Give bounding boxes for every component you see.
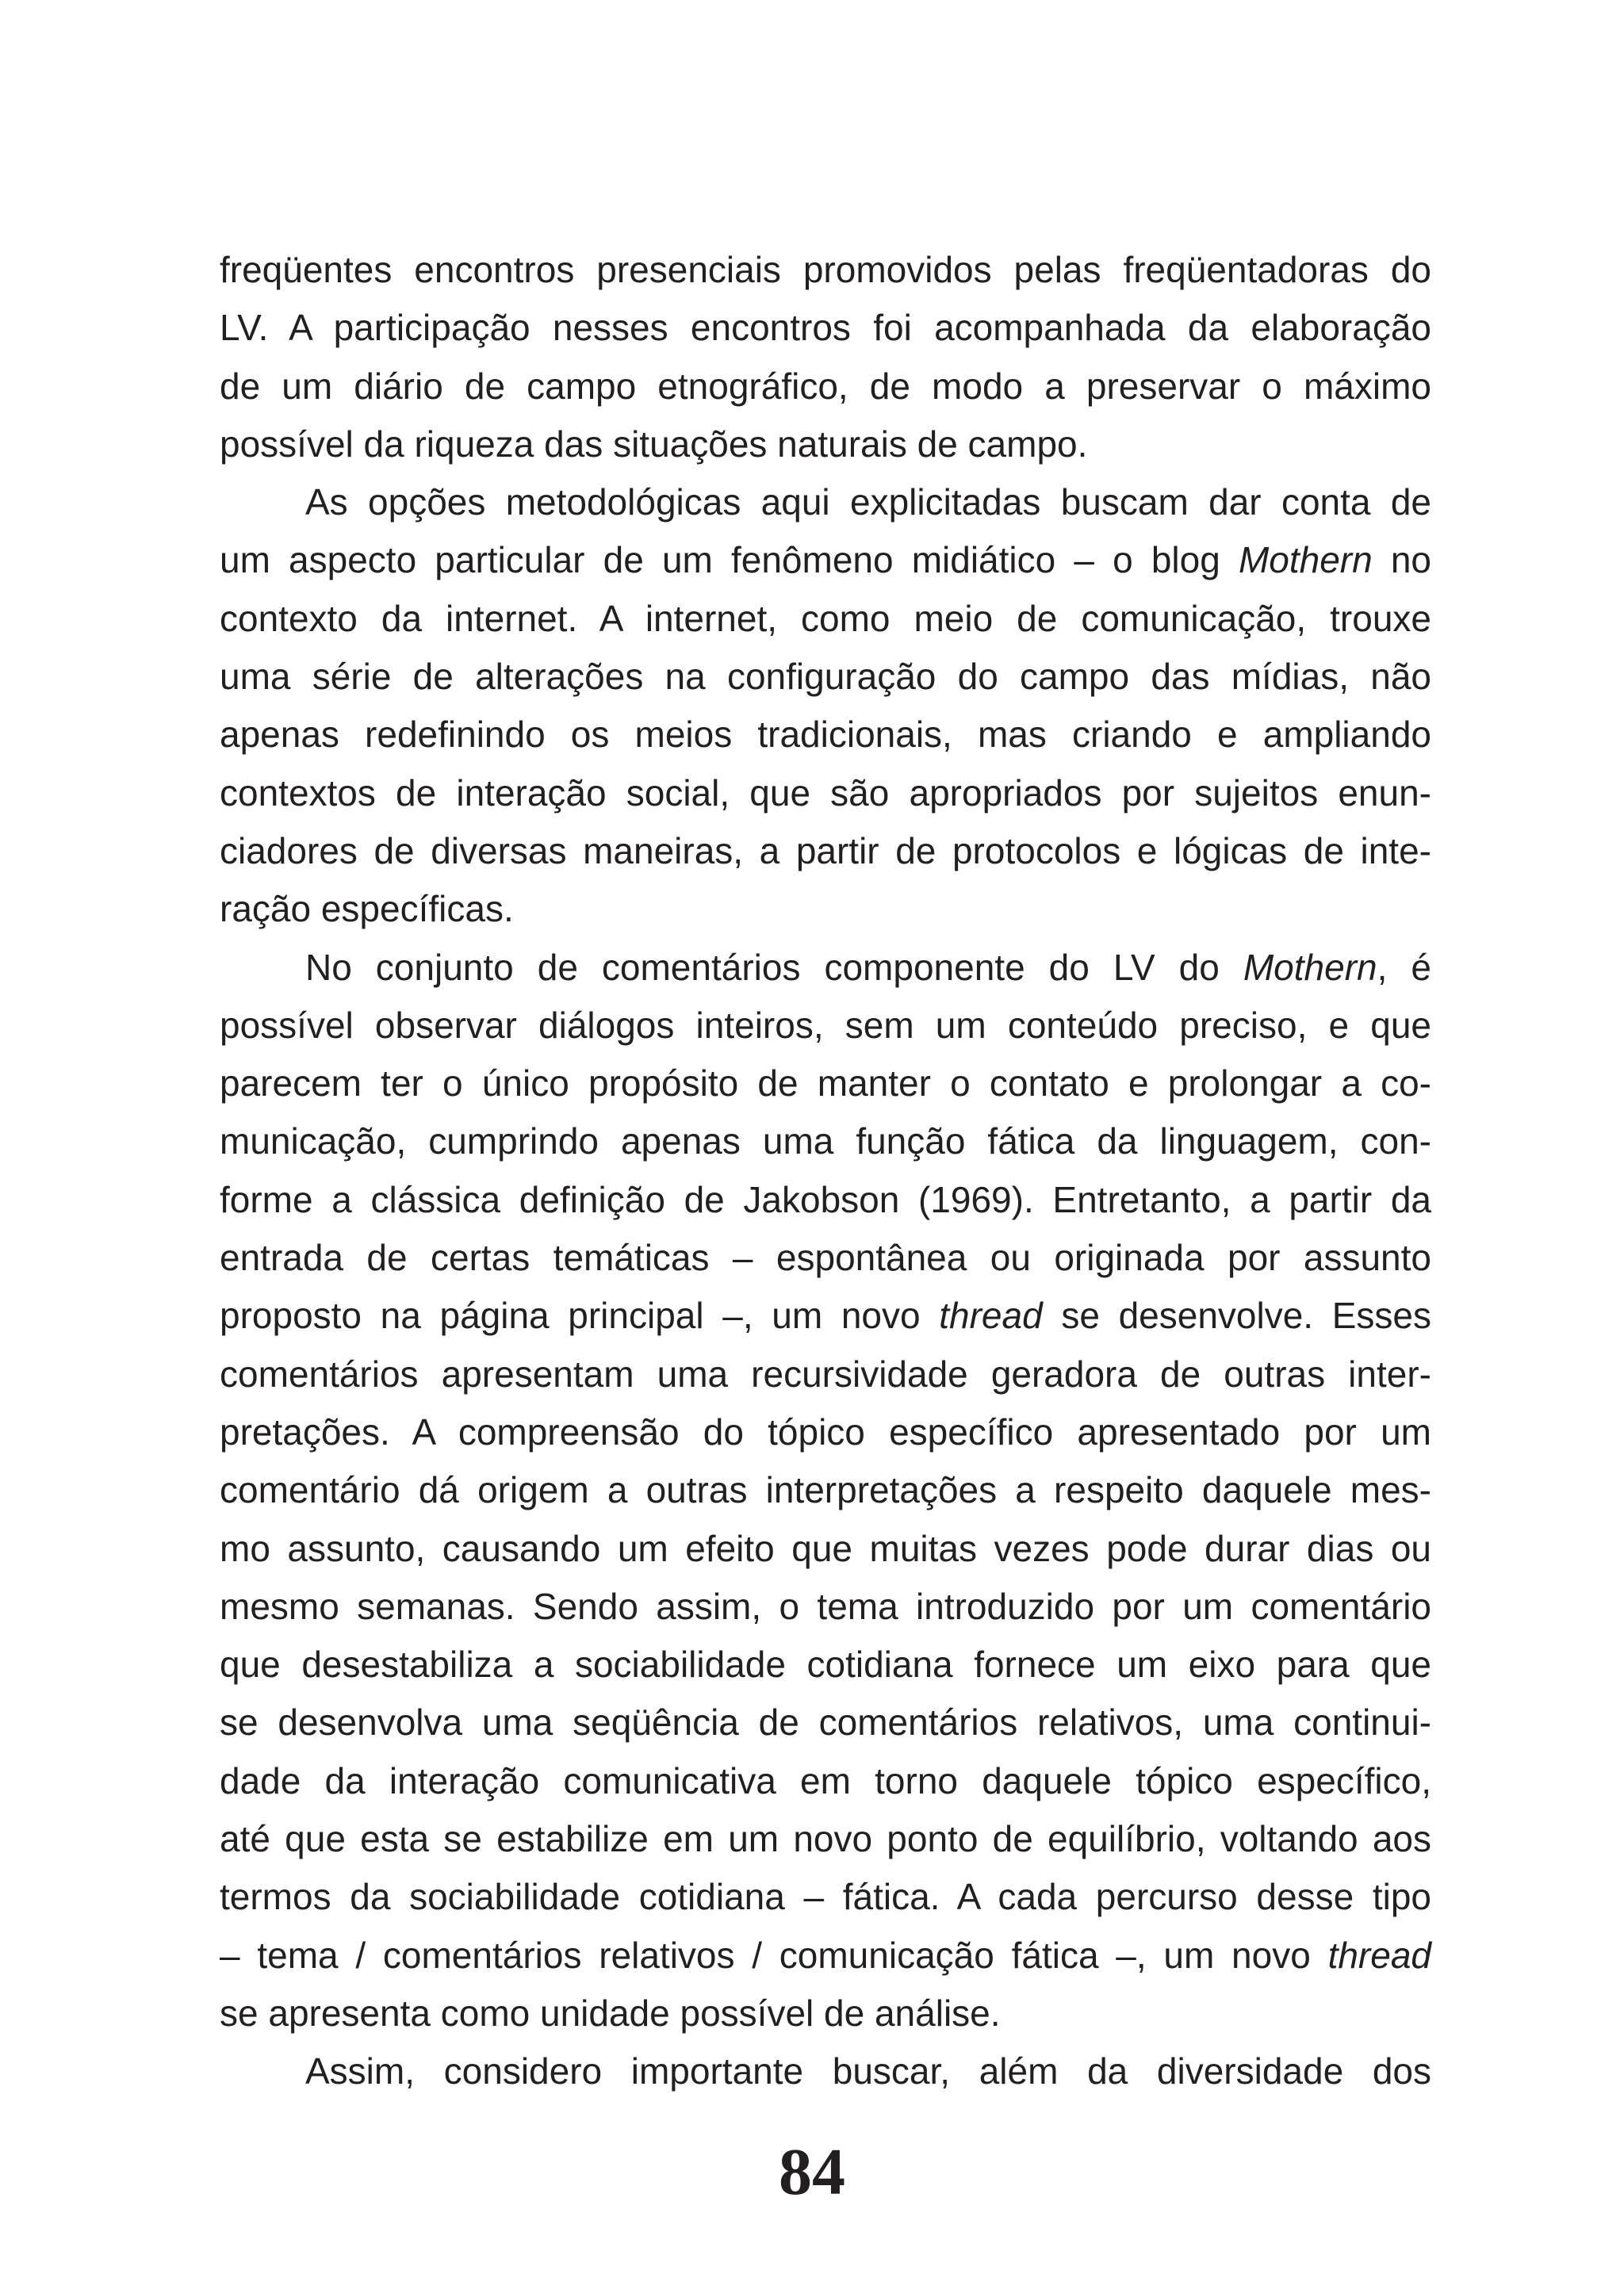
text-line: uma série de alterações na configuração do campo das mídias, não xyxy=(220,656,1431,698)
body-text xyxy=(220,241,1431,2101)
paragraph-first-line: Assim, considero importante buscar, além da diversidade dos xyxy=(305,2050,1431,2092)
text-span: se desenvolve. Esses xyxy=(1042,1295,1432,1337)
text-line: ração específicas. xyxy=(220,888,514,930)
text-line: ciadores de diversas maneiras, a partir de protocolos e lógicas de inte- xyxy=(220,829,1431,871)
italic-term: thread xyxy=(939,1295,1043,1337)
text-line: mo assunto, causando um efeito que muitas vezes pode durar dias ou xyxy=(220,1527,1431,1569)
text-line: parecem ter o único propósito de manter o contato e prolongar a co- xyxy=(220,1062,1431,1104)
text-line xyxy=(220,1287,1431,1345)
paragraph-first-line xyxy=(220,939,1431,997)
text-line xyxy=(220,531,1431,589)
text-span: , é xyxy=(1377,946,1431,988)
text-line xyxy=(220,1927,1431,1985)
text-span: no xyxy=(1372,539,1431,581)
text-line: contextos de interação social, que são apropriados por sujeitos enun- xyxy=(220,771,1431,814)
text-line: termos da sociabilidade cotidiana – fática. A cada percurso desse tipo xyxy=(220,1876,1431,1918)
page-number: 84 xyxy=(779,2135,845,2209)
paragraph-first-line: As opções metodológicas aqui explicitadas buscam dar conta de xyxy=(305,481,1431,523)
text-line: que desestabiliza a sociabilidade cotidiana fornece um eixo para que xyxy=(220,1644,1431,1686)
text-span: proposto na página principal –, um novo xyxy=(220,1295,940,1337)
text-line: apenas redefinindo os meios tradicionais, mas criando e ampliando xyxy=(220,714,1431,756)
italic-term: Mothern xyxy=(1238,539,1373,581)
italic-term: Mothern xyxy=(1243,946,1377,988)
text-span: – tema / comentários relativos / comunicação fática –, um novo xyxy=(220,1934,1328,1976)
text-span: No conjunto de comentários componente do LV do xyxy=(305,946,1243,988)
text-line: de um diário de campo etnográfico, de modo a preservar o máximo xyxy=(220,365,1431,407)
text-line: forme a clássica definição de Jakobson (1969). Entretanto, a partir da xyxy=(220,1178,1431,1220)
text-line: freqüentes encontros presenciais promovidos pelas freqüentadoras do xyxy=(220,249,1431,290)
text-line: contexto da internet. A internet, como meio de comunicação, trouxe xyxy=(220,597,1431,639)
text-line: dade da interação comunicativa em torno daquele tópico específico, xyxy=(220,1759,1431,1801)
text-line: entrada de certas temáticas – espontânea ou originada por assunto xyxy=(220,1237,1431,1279)
text-line: possível observar diálogos inteiros, sem um conteúdo preciso, e que xyxy=(220,1004,1431,1046)
text-line: LV. A participação nesses encontros foi acompanhada da elaboração xyxy=(220,307,1431,349)
text-span: um aspecto particular de um fenômeno midiático – o blog xyxy=(220,539,1239,581)
italic-term: thread xyxy=(1327,1934,1431,1976)
text-line: se apresenta como unidade possível de análise. xyxy=(220,1992,1001,2034)
text-line: pretações. A compreensão do tópico específico apresentado por um xyxy=(220,1411,1431,1453)
text-line: municação, cumprindo apenas uma função fática da linguagem, con- xyxy=(220,1120,1431,1162)
text-line: possível da riqueza das situações naturais de campo. xyxy=(220,423,1088,465)
text-line: se desenvolva uma seqüência de comentários relativos, uma continui- xyxy=(220,1702,1431,1744)
text-line: comentário dá origem a outras interpretações a respeito daquele mes- xyxy=(220,1469,1431,1511)
text-line: mesmo semanas. Sendo assim, o tema introduzido por um comentário xyxy=(220,1585,1431,1627)
text-line: até que esta se estabilize em um novo ponto de equilíbrio, voltando aos xyxy=(220,1818,1431,1860)
text-line: comentários apresentam uma recursividade geradora de outras inter- xyxy=(220,1353,1431,1395)
